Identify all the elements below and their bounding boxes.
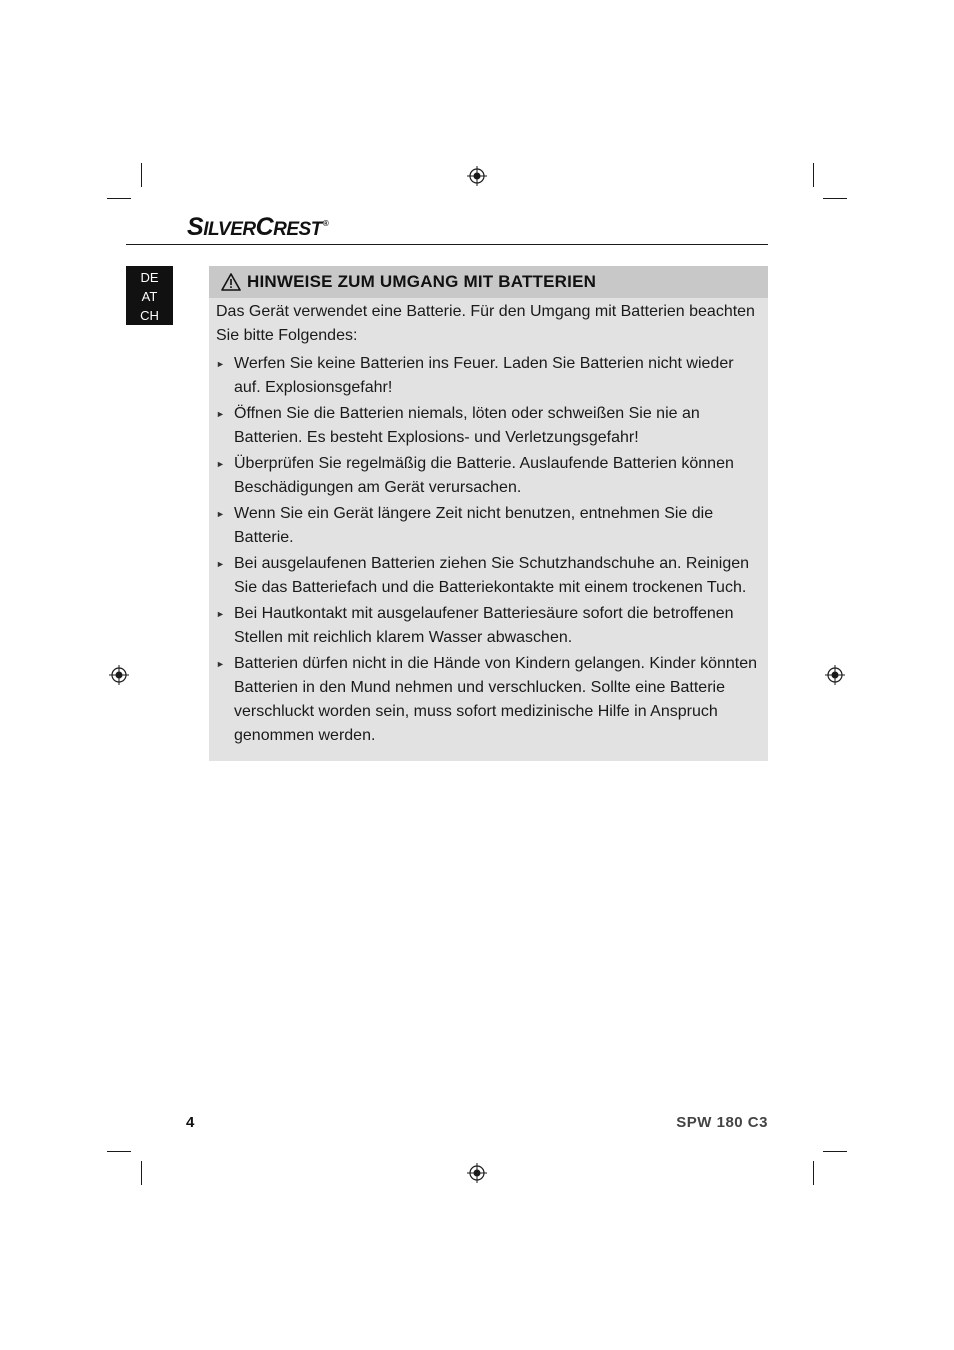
bullet-arrow-icon: ► <box>216 409 225 419</box>
crop-mark <box>141 1161 142 1185</box>
notice-body <box>209 298 768 748</box>
registration-mark-icon <box>109 665 129 685</box>
bullet-arrow-icon: ► <box>216 359 225 369</box>
crop-mark <box>813 1161 814 1185</box>
registered-mark: ® <box>322 218 329 228</box>
list-item <box>216 552 760 600</box>
bullet-arrow-icon: ► <box>216 559 225 569</box>
language-tab <box>126 266 173 325</box>
logo-letter: C <box>255 213 274 241</box>
header-divider <box>126 244 768 245</box>
brand-logo <box>187 213 328 242</box>
list-item-text: Bei ausgelaufenen Batterien ziehen Sie Schutzhandschuhe an. Reinigen Sie das Batteriefach und die Batteriekontakte mit einem trockenen Tuch. <box>234 555 750 596</box>
bullet-arrow-icon: ► <box>216 459 225 469</box>
crop-mark <box>141 163 142 187</box>
warning-triangle-icon <box>221 273 241 291</box>
language-code: DE <box>140 270 159 285</box>
registration-mark-icon <box>467 1163 487 1183</box>
registration-mark-icon <box>825 665 845 685</box>
logo-letter: S <box>187 213 204 241</box>
list-item-text: Werfen Sie keine Batterien ins Feuer. Laden Sie Batterien nicht wieder auf. Explosionsgefahr! <box>234 355 734 396</box>
language-code: AT <box>141 289 158 304</box>
list-item <box>216 652 760 748</box>
page-number: 4 <box>186 1114 195 1131</box>
intro-text: Das Gerät verwendet eine Batterie. Für den Umgang mit Batterien beachten Sie bitte Folgendes: <box>216 303 755 344</box>
crop-mark <box>823 1151 847 1152</box>
logo-text: REST <box>273 219 322 240</box>
bullet-arrow-icon: ► <box>216 659 225 669</box>
list-item-text: Überprüfen Sie regelmäßig die Batterie. Auslaufende Batterien können Beschädigungen am Gerät verursachen. <box>234 455 734 496</box>
section-title: HINWEISE ZUM UMGANG MIT BATTERIEN <box>247 272 597 291</box>
list-item-text: Wenn Sie ein Gerät längere Zeit nicht benutzen, entnehmen Sie die Batterie. <box>234 505 714 546</box>
list-item <box>216 402 760 450</box>
battery-notice-box <box>209 266 768 761</box>
crop-mark <box>823 198 847 199</box>
crop-mark <box>107 1151 131 1152</box>
bullet-arrow-icon: ► <box>216 509 225 519</box>
language-code: CH <box>140 308 159 323</box>
model-number: SPW 180 C3 <box>676 1114 768 1131</box>
list-item <box>216 352 760 400</box>
bullet-arrow-icon: ► <box>216 609 225 619</box>
list-item <box>216 502 760 550</box>
logo-text: ILVER <box>203 219 256 240</box>
list-item <box>216 452 760 500</box>
registration-mark-icon <box>467 166 487 186</box>
list-item-text: Batterien dürfen nicht in die Hände von Kindern gelangen. Kinder könnten Batterien in den Mund nehmen und verschlucken. Sollte eine Batterie verschluckt worden sein, muss sofort medizinische Hilfe in Anspruch genommen werden. <box>234 655 758 744</box>
notice-header <box>209 266 768 298</box>
crop-mark <box>107 198 131 199</box>
instruction-list <box>216 352 760 748</box>
list-item <box>216 602 760 650</box>
crop-mark <box>813 163 814 187</box>
list-item-text: Öffnen Sie die Batterien niemals, löten oder schweißen Sie nie an Batterien. Es besteht Explosions- und Verletzungsgefahr! <box>234 405 700 446</box>
list-item-text: Bei Hautkontakt mit ausgelaufener Batteriesäure sofort die betroffenen Stellen mit reichlich klarem Wasser abwaschen. <box>234 605 734 646</box>
